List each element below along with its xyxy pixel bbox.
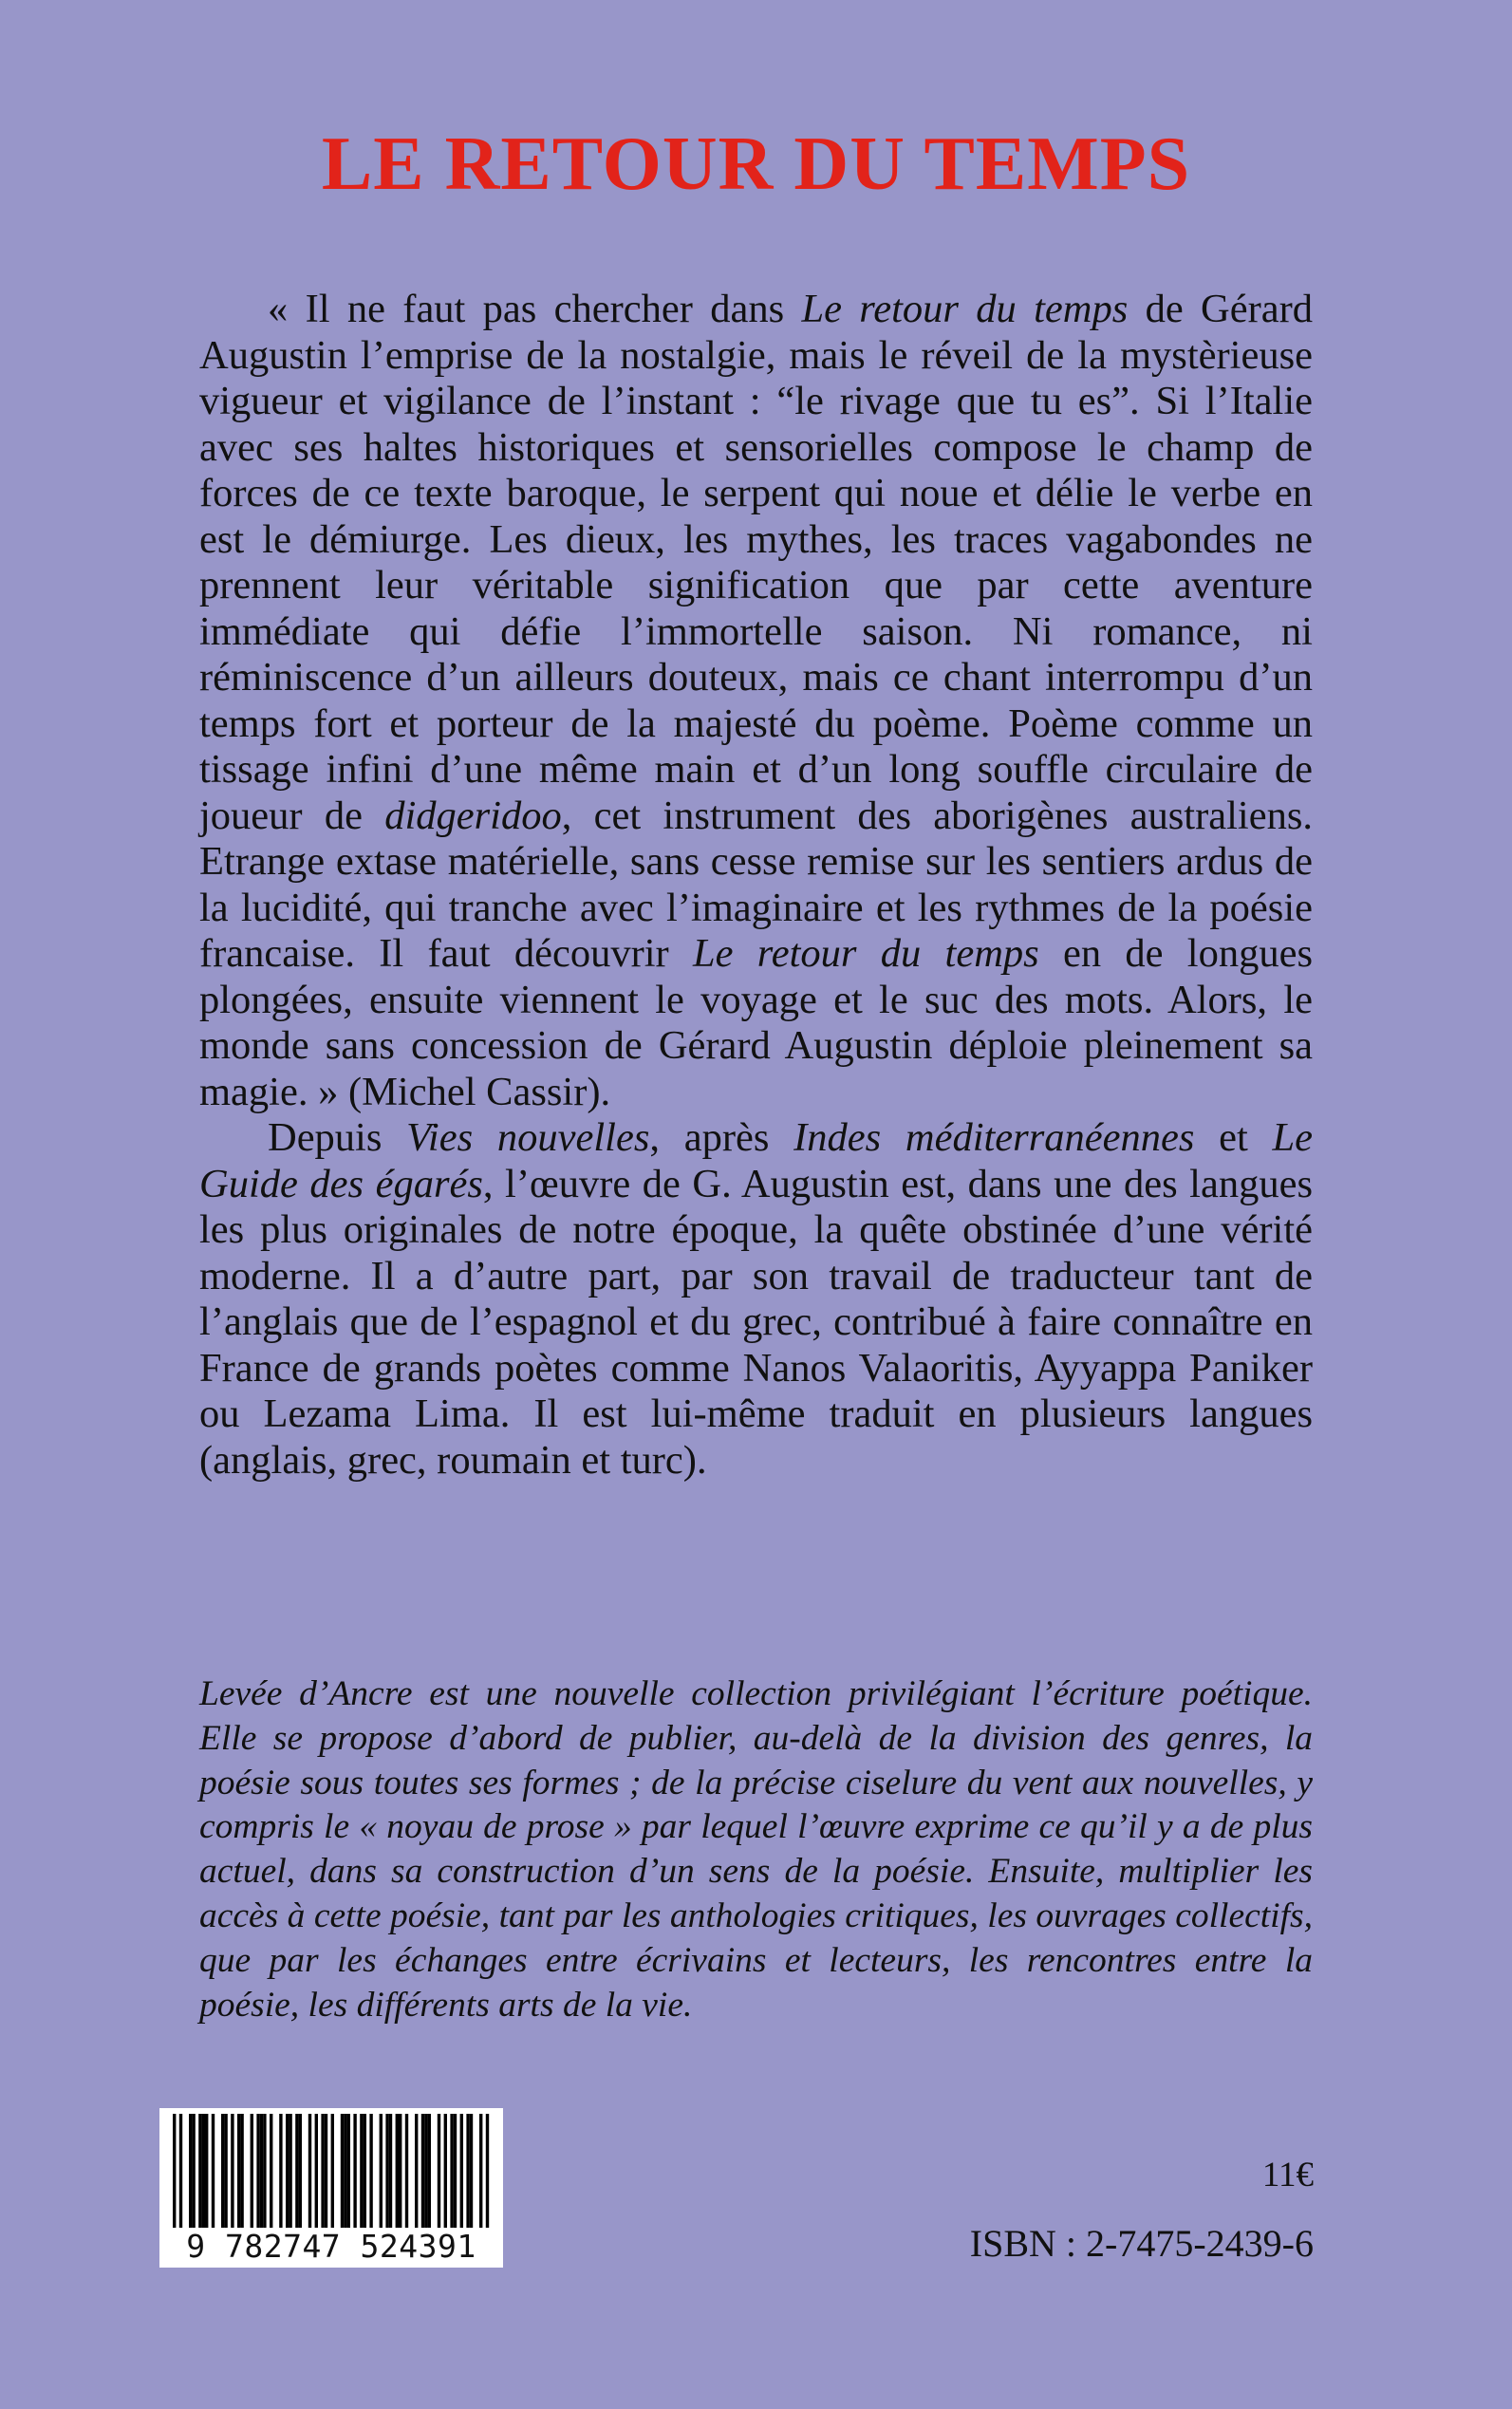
barcode-bar [450, 2114, 453, 2228]
barcode-bar [421, 2114, 424, 2228]
text-run: de Gérard Augustin l’emprise de la nostalgie, mais le réveil de la mystèrieuse vigueur et vigilance de l’instant : “le rivage que tu es”. Si l’Italie avec ses haltes historiques et sensorielles compose le champ de forces de ce texte baroque, le serpent qui noue et délie le verbe en est le démiurge. Les dieux, les mythes, les traces vagabondes ne prennent leur véritable signification que par cette aventure immédiate qui défie l’immortelle saison. Ni romance, ni réminiscence d’un ailleurs douteux, mais ce chant interrompu d’un temps fort et porteur de la majesté du poème. Poème comme un tissage infini d’une même main et d’un long souffle circulaire de joueur de [199, 287, 1313, 838]
barcode-bar [344, 2114, 346, 2228]
barcode-bar [205, 2114, 208, 2228]
barcode-bar [321, 2114, 324, 2228]
barcode-bar [325, 2114, 327, 2228]
barcode-bar [192, 2114, 195, 2228]
barcode-bar [270, 2114, 272, 2228]
barcode-bar [231, 2114, 233, 2228]
price: 11€ [1261, 2156, 1314, 2194]
barcode-bar [240, 2114, 243, 2228]
text-run: , cet instrument des aborigènes australiens. Etrange extase matérielle, sans cesse remise sur les sentiers ardus de la lucidité, qui tranche avec l’imaginaire et les rythmes de la poésie francaise. Il faut découvrir [199, 793, 1313, 976]
barcode-bar [364, 2114, 366, 2228]
italic-title-run: didgeridoo [384, 793, 562, 838]
barcode-bar [405, 2114, 408, 2228]
barcode-bar [221, 2114, 224, 2228]
barcode-bar [260, 2114, 263, 2228]
barcode-bar [444, 2114, 447, 2228]
barcode-bar [279, 2114, 282, 2228]
barcode-bar [202, 2114, 205, 2228]
quote-paragraph [199, 287, 1313, 1115]
barcode-bar [380, 2114, 383, 2228]
barcode-bar [466, 2114, 469, 2228]
barcode-bar [251, 2114, 253, 2228]
barcode-bar [263, 2114, 266, 2228]
barcode-bar [212, 2114, 215, 2228]
barcode-bar [385, 2114, 388, 2228]
barcode-bar [237, 2114, 240, 2228]
barcode-bar [308, 2114, 311, 2228]
barcode-bar [341, 2114, 344, 2228]
text-run: , après [649, 1115, 794, 1160]
barcode-bar [360, 2114, 363, 2228]
barcode-bar [224, 2114, 227, 2228]
barcode-bar [424, 2114, 427, 2228]
barcode-bar [470, 2114, 473, 2228]
barcode-bar [396, 2114, 399, 2228]
barcode-bar [299, 2114, 302, 2228]
collection-paragraph: Levée d’Ancre est une nouvelle collection privilégiant l’écriture poétique. Elle se propose d’abord de publier, au-delà de la division des genres, la poésie sous toutes ses formes ; de la précise ciselure du vent aux nouvelles, y compris le « noyau de prose » par lequel l’œuvre exprime ce qu’il y a de plus actuel, dans sa construction d’un sens de la poésie. Ensuite, multiplier les accès à cette poésie, tant par les anthologies critiques, les ouvrages collectifs, que par les échanges entre écrivains et lecteurs, les rencontres entre la poésie, les différents arts de la vie. [199, 1674, 1313, 2025]
text-run: en de longues plongées, ensuite viennent le voyage et le suc des mots. Alors, le monde sans concession de Gérard Augustin déploie pleinement sa magie. » (Michel Cassir). [199, 931, 1313, 1114]
text-run: , l’œuvre de G. Augustin est, dans une des langues les plus originales de notre époque, la quête obstinée d’une vérité moderne. Il a d’autre part, par son travail de traducteur tant de l’anglais que de l’espagnol et du grec, contribué à faire connaître en France de grands poètes comme Nanos Valaoritis, Ayyappa Paniker ou Lezama Lima. Il est lui-même traduit en plusieurs langues (anglais, grec, roumain et turc). [199, 1161, 1313, 1483]
barcode-bar [438, 2114, 440, 2228]
barcode-bar [389, 2114, 392, 2228]
isbn-number: ISBN : 2-7475-2439-6 [969, 2222, 1314, 2265]
collection-description [199, 1672, 1313, 2027]
book-title: LE RETOUR DU TEMPS [321, 122, 1191, 206]
italic-title-run: Le Guide des égarés [199, 1115, 1314, 1206]
barcode-bar [415, 2114, 418, 2228]
barcode-bar [173, 2114, 176, 2228]
italic-title-run: Le retour du temps [693, 931, 1039, 976]
isbn-barcode [159, 2108, 503, 2268]
text-run: Depuis [268, 1115, 407, 1160]
author-bio-paragraph [199, 1115, 1313, 1484]
barcode-bar [331, 2114, 334, 2228]
italic-title-run: Indes méditerranéennes [793, 1115, 1195, 1160]
italic-title-run: Vies nouvelles [406, 1115, 650, 1160]
barcode-bar [179, 2114, 182, 2228]
back-cover-blurb [199, 287, 1313, 1484]
barcode-bar [198, 2114, 201, 2228]
barcode-bar [189, 2114, 192, 2228]
barcode-bar [399, 2114, 401, 2228]
barcode-bar [289, 2114, 291, 2228]
barcode-bar [454, 2114, 457, 2228]
barcode-bar [486, 2114, 489, 2228]
text-run: et [1194, 1115, 1273, 1160]
barcode-bar [295, 2114, 298, 2228]
barcode-bar [479, 2114, 482, 2228]
barcode-bar [460, 2114, 463, 2228]
barcode-bar [428, 2114, 431, 2228]
barcode-digits: 9 782747 524391 [159, 2230, 503, 2264]
text-run: « Il ne faut pas chercher dans [268, 287, 802, 331]
barcode-bar [347, 2114, 350, 2228]
barcode-bar [369, 2114, 372, 2228]
barcode-bars [159, 2108, 503, 2232]
barcode-bar [256, 2114, 259, 2228]
barcode-bar [315, 2114, 318, 2228]
barcode-bar [286, 2114, 289, 2228]
barcode-bar [353, 2114, 356, 2228]
italic-title-run: Le retour du temps [801, 287, 1129, 331]
